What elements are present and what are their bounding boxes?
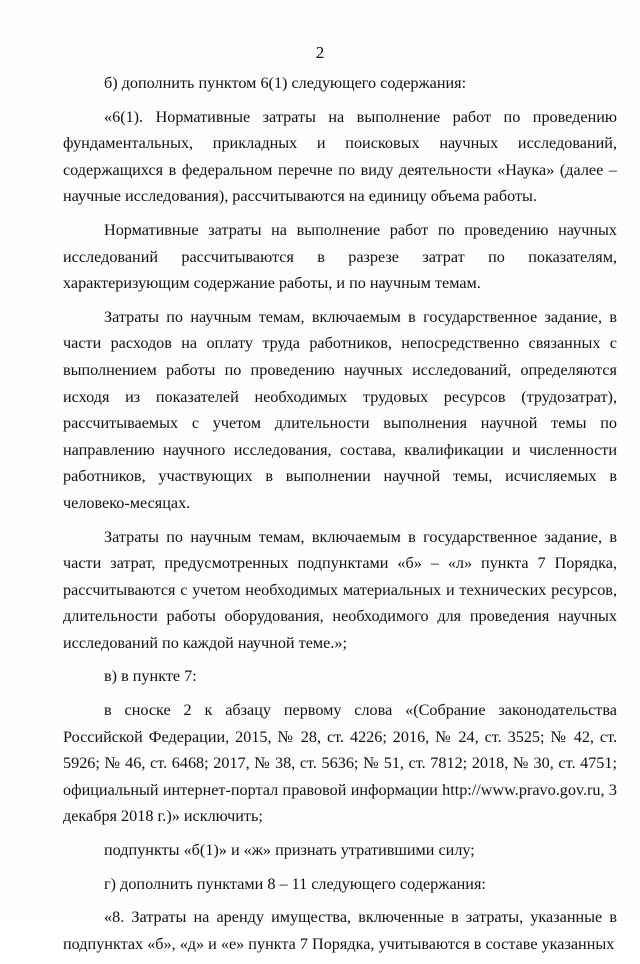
paragraph-v: в) в пункте 7: (104, 667, 197, 686)
paragraph-6-1-c: Затраты по научным темам, включаемым в государственное задание, в части расходов на оплату труда работников, непосредственно связанных с выполнением работы по проведению научных исследований, определяются исходя из показателей необходимых трудовых ресурсов (трудозатрат), рассчитываемых с учетом длительности выполнения научной темы по направлению научного исследования, состава, квалификации и численности работников, участвующих в выполнении научной темы, исчисляемых в человеко-месяцах. (63, 307, 617, 512)
paragraph-6-1-b: Нормативные затраты на выполнение работ по проведению научных исследований рассчитываются в разрезе затрат по показателям, характеризующим содержание работы, и по научным темам. (63, 220, 617, 293)
paragraph-g: г) дополнить пунктами 8 – 11 следующего содержания: (104, 874, 486, 893)
paragraph-6-1-a: «6(1). Нормативные затраты на выполнение работ по проведению фундаментальных, прикладных и поисковых научных исследований, содержащихся в федеральном перечне по виду деятельности «Наука» (далее – научные исследования), рассчитываются на единицу объема работы. (63, 107, 617, 206)
document-body (63, 70, 617, 964)
paragraph-footnote: в сноске 2 к абзацу первому слова «(Собрание законодательства Российской Федерации, 2015, № 28, ст. 4226; 2016, № 24, ст. 3525; № 42, ст. 5926; № 46, ст. 6468; 2017, № 38, ст. 5636; № 51, ст. 7812; 2018, № 30, ст. 4751; официальный интернет-портал правовой информации http://www.pravo.gov.ru, 3 декабря 2018 г.)» исключить; (63, 701, 617, 826)
paragraph-6-1-d: Затраты по научным темам, включаемым в государственное задание, в части затрат, предусмотренных подпунктами «б» – «л» пункта 7 Порядка, рассчитываются с учетом необходимых материальных и технических ресурсов, длительности работы оборудования, необходимого для проведения научных исследований по каждой научной теме.»; (63, 527, 617, 652)
page-number: 2 (315, 43, 325, 62)
paragraph-b: б) дополнить пунктом 6(1) следующего содержания: (104, 74, 467, 92)
paragraph-8: «8. Затраты на аренду имущества, включенные в затраты, указанные в подпунктах «б», «д» и «е» пункта 7 Порядка, учитываются в составе указанных (63, 908, 617, 953)
paragraph-subpoints: подпункты «б(1)» и «ж» признать утратившими силу; (104, 841, 475, 860)
